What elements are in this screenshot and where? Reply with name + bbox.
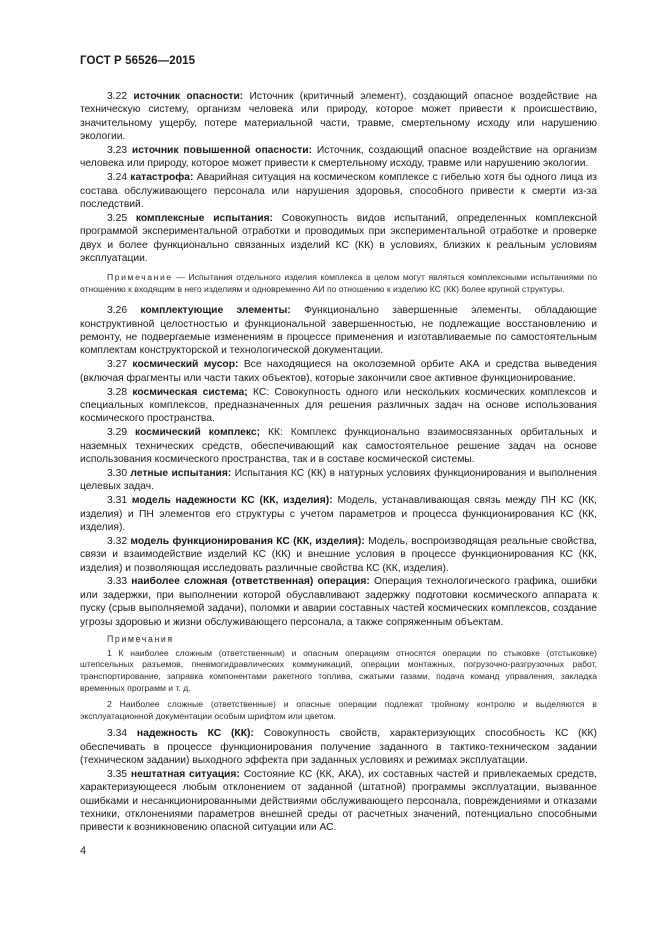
definition-entry [80, 494, 597, 534]
entry-number: 3.31 [107, 495, 128, 507]
entry-number: 3.23 [107, 144, 128, 156]
entry-term: нештатная ситуация: [130, 769, 240, 781]
note [80, 272, 597, 295]
entry-definition: КК: Комплекс функционально взаимосвязанных орбитальных и наземных технических средств, обеспечивающий как самостоятельное решение задач на основе использования космического пространства, так и в составе космической системы. [80, 427, 597, 465]
entry-definition: Все находящиеся на околоземной орбите АКА и средства выведения (включая фрагменты или части таких объектов), которые закончили свое активное функционирование. [80, 359, 597, 384]
entry-number: 3.22 [107, 91, 128, 102]
entry-definition: Модель, устанавливающая связь между ПН КС (КК, изделия) и ПН элементов его структуры с учетом параметров и процесса функционирования КС (КК, изделия). [80, 495, 597, 533]
definition-entry [80, 212, 597, 265]
entry-definition: Состояние КС (КК, АКА), их составных частей и привлекаемых средств, характеризующееся любым отклонением от заданной (штатной) программы эксплуатации, вызванное ошибками и несанкционированными действиями обслуживающего персонала, повреждениями и отказами техники, отклонениями параметров внешней среды от расчетных значений, потенциально способными привести к возникновению опасной ситуации или АС. [80, 769, 597, 834]
entry-definition: Источник (критичный элемент), создающий опасное воздействие на техническую систему, организм человека или природу, которое может привести к происшествию, значительному ущербу, потере материальной части, травме, смертельному исходу или нарушению экологии. [80, 91, 597, 143]
entry-number: 3.33 [107, 576, 128, 588]
entry-definition: Источник, создающий опасное воздействие на организм человека или природу, которое может привести к смертельному исходу, травме или нарушению экологии. [80, 144, 597, 170]
definition-entry [80, 386, 597, 426]
definition-entry [80, 426, 597, 466]
entry-number: 3.30 [107, 467, 128, 479]
entry-term: комплектующие элементы: [140, 305, 291, 317]
entry-term: летные испытания: [130, 467, 232, 479]
entry-term: космическая система; [132, 386, 248, 398]
definition-entry [80, 358, 597, 385]
entry-term: источник опасности: [133, 91, 244, 102]
entry-number: 3.25 [107, 212, 128, 224]
entry-number: 3.28 [107, 386, 128, 398]
entry-definition: Совокупность видов испытаний, определенных комплексной программой экспериментальной отработки и проводимых при экспериментальной отработке и проверке двух и более функционально связанных изделий КС (КК) в условиях, близких к реальным условиям эксплуатации. [80, 212, 597, 264]
entry-definition: Операция технологического графика, ошибки или задержки, при выполнении которой обуславливают задержку подготовки космического аппарата к пуску (срыв выполняемой задачи), поломки и аварии составных частей космических комплексов, создание угрозы здоровью и жизни обслуживающего персонала, а также сопряженным объектам. [80, 576, 597, 628]
entry-term: модель надежности КС (КК, изделия): [131, 495, 333, 507]
entry-definition: Модель, воспроизводящая реальные свойства, связи и взаимодействие изделий КС (КК) и внешние условия в процессе функционирования КС (КК, изделия) и позволяющая исследовать различные свойства КС (КК, изделия). [80, 535, 597, 574]
entry-number: 3.27 [107, 359, 128, 371]
entry-term: комплексные испытания: [135, 212, 274, 224]
document-body [80, 90, 597, 835]
entry-number: 3.29 [107, 427, 128, 439]
entry-term: модель функционирования КС (КК, изделия): [130, 535, 365, 547]
definition-entry [80, 535, 597, 575]
note-label: Примечание [107, 272, 173, 283]
definition-entry [80, 575, 597, 628]
entry-term: надежность КС (КК): [136, 728, 254, 740]
note-item-2: 2 Наиболее сложные (ответственные) и опасные операции подлежат тройному контролю и выделяются в эксплуатационной документации особым шрифтом или цветом. [80, 699, 597, 721]
entry-definition: Функционально завершенные элементы, обладающие конструктивной целостностью и функциональной завершенностью, не подлежащие восстановлению и ремонту, не подвергаемые изменениям в процессе применения и изготавливаемые по самостоятельным комплектам конструкторской и технологической документации. [80, 305, 597, 357]
terms-section-2 [80, 304, 597, 628]
entry-number: 3.32 [107, 535, 128, 547]
definition-entry [80, 171, 597, 211]
document-code: ГОСТ Р 56526—2015 [80, 55, 196, 67]
entry-term: космический мусор: [132, 359, 239, 371]
entry-term: наиболее сложная (ответственная) операция: [131, 576, 370, 588]
definition-entry [80, 304, 597, 357]
entry-definition: КС: Совокупность одного или нескольких космических комплексов и специальных комплексов, предназначенных для решения различных задач на основе использования космического пространства. [80, 386, 597, 425]
entry-definition: Совокупность свойств, характеризующих способность КС (КК) обеспечивать в процессе функционирования получение заданного в тактико-техническом задании (техническом задании) выходного эффекта при заданных условиях и режимах эксплуатации. [80, 728, 597, 767]
note-item-1: 1 К наиболее сложным (ответственным) и опасным операциям относятся операции по стыковке (отстыковке) штепсельных разъемов, пневмогидравлических коммуникаций, операции монтажных, погрузочно-разгрузочных работ, транспортирование, заправка компонентами ракетного топлива, сжатыми газами, подача команд управления, закладка временных программ и т. д. [80, 647, 597, 693]
entry-definition: Испытания КС (КК) в натурных условиях функционирования и выполнения целевых задач. [80, 467, 597, 493]
entry-number: 3.34 [107, 728, 128, 740]
definition-entry [80, 727, 597, 767]
entry-number: 3.24 [107, 172, 128, 184]
entry-term: космический комплекс; [134, 427, 261, 439]
definition-entry [80, 144, 597, 171]
terms-section-1 [80, 90, 597, 265]
terms-section-3 [80, 727, 597, 834]
definition-entry [80, 90, 597, 143]
note-text: — Испытания отдельного изделия комплекса в целом могут являться комплексными испытаниями по отношению к входящим в него изделиям и одновременно АИ по отношению к изделию КС (КК) более крупной структуры. [80, 272, 597, 294]
notes-title: Примечания [107, 633, 174, 644]
entry-number: 3.35 [107, 769, 128, 781]
page-number: 4 [80, 845, 87, 857]
entry-term: источник повышенной опасности: [131, 144, 313, 156]
entry-definition: Аварийная ситуация на космическом комплексе с гибелью хотя бы одного лица из состава обслуживающего персонала или нарушения здоровья, способного привести к смерти из-за последствий. [80, 172, 597, 210]
entry-term: катастрофа: [130, 172, 194, 184]
definition-entry [80, 467, 597, 494]
definition-entry [80, 768, 597, 835]
entry-number: 3.26 [107, 305, 128, 317]
